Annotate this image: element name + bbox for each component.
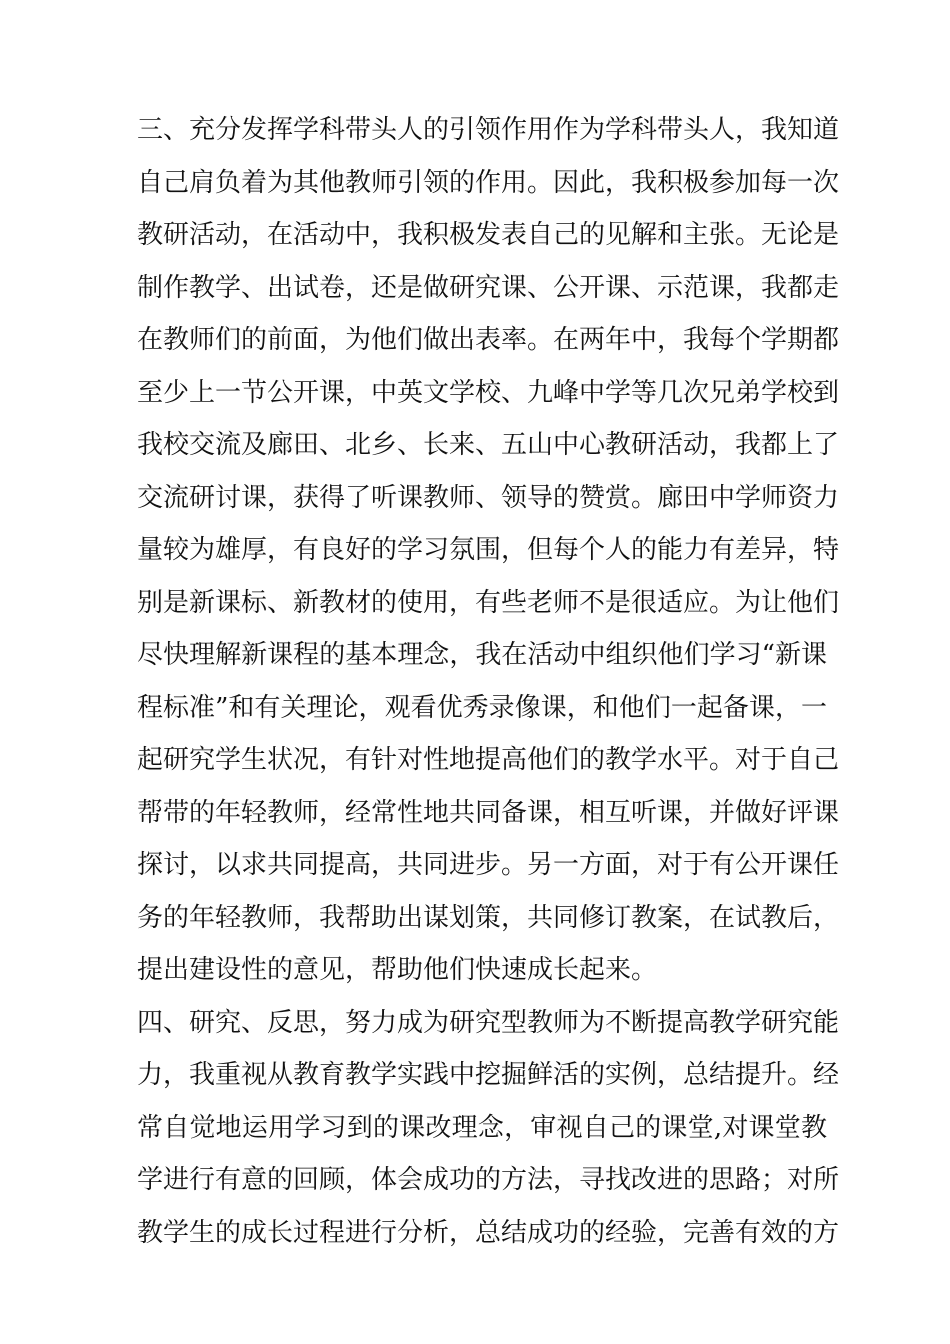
paragraph-section-3 xyxy=(137,104,840,997)
paragraph-section-4 xyxy=(137,997,840,1260)
text-line: 尽快理解新课程的基本理念，我在活动中组织他们学习“新课 xyxy=(137,640,827,670)
text-line: 起研究学生状况，有针对性地提高他们的教学水平。对于自己 xyxy=(137,745,840,775)
text-line: 我校交流及廊田、北乡、长来、五山中心教研活动，我都上了 xyxy=(137,430,840,460)
text-line: 学进行有意的回顾，体会成功的方法，寻找改进的思路；对所 xyxy=(137,1165,840,1195)
text-line: 量较为雄厚，有良好的学习氛围，但每个人的能力有差异，特 xyxy=(137,535,840,565)
text-line: 程标准”和有关理论，观看优秀录像课，和他们一起备课，一 xyxy=(137,692,827,723)
text-line: 自己肩负着为其他教师引领的作用。因此，我积极参加每一次 xyxy=(137,167,840,198)
text-line: 力，我重视从教育教学实践中挖掘鲜活的实例，总结提升。经 xyxy=(137,1060,840,1090)
text-line: 至少上一节公开课，中英文学校、九峰中学等几次兄弟学校到 xyxy=(137,377,840,408)
text-line: 别是新课标、新教材的使用，有些老师不是很适应。为让他们 xyxy=(137,587,840,618)
text-line: 提出建设性的意见，帮助他们快速成长起来。 xyxy=(137,955,658,985)
text-line: 帮带的年轻教师，经常性地共同备课，相互听课，并做好评课 xyxy=(137,797,840,828)
text-line: 务的年轻教师，我帮助出谋划策，共同修订教案，在试教后， xyxy=(137,902,840,933)
text-line: 教研活动，在活动中，我积极发表自己的见解和主张。无论是 xyxy=(137,220,840,250)
text-line: 制作教学、出试卷，还是做研究课、公开课、示范课，我都走 xyxy=(137,272,840,303)
text-line: 三、充分发挥学科带头人的引领作用作为学科带头人，我知道 xyxy=(137,115,840,145)
document-body xyxy=(137,104,840,1259)
text-line: 教学生的成长过程进行分析，总结成功的经验，完善有效的方 xyxy=(137,1217,840,1248)
text-line: 常自觉地运用学习到的课改理念，审视自己的课堂,对课堂教 xyxy=(137,1112,827,1143)
text-line: 交流研讨课，获得了听课教师、领导的赞赏。廊田中学师资力 xyxy=(137,482,840,513)
text-line: 四、研究、反思，努力成为研究型教师为不断提高教学研究能 xyxy=(137,1007,840,1038)
text-line: 在教师们的前面，为他们做出表率。在两年中，我每个学期都 xyxy=(137,325,840,355)
text-line: 探讨，以求共同提高，共同进步。另一方面，对于有公开课任 xyxy=(137,850,840,880)
